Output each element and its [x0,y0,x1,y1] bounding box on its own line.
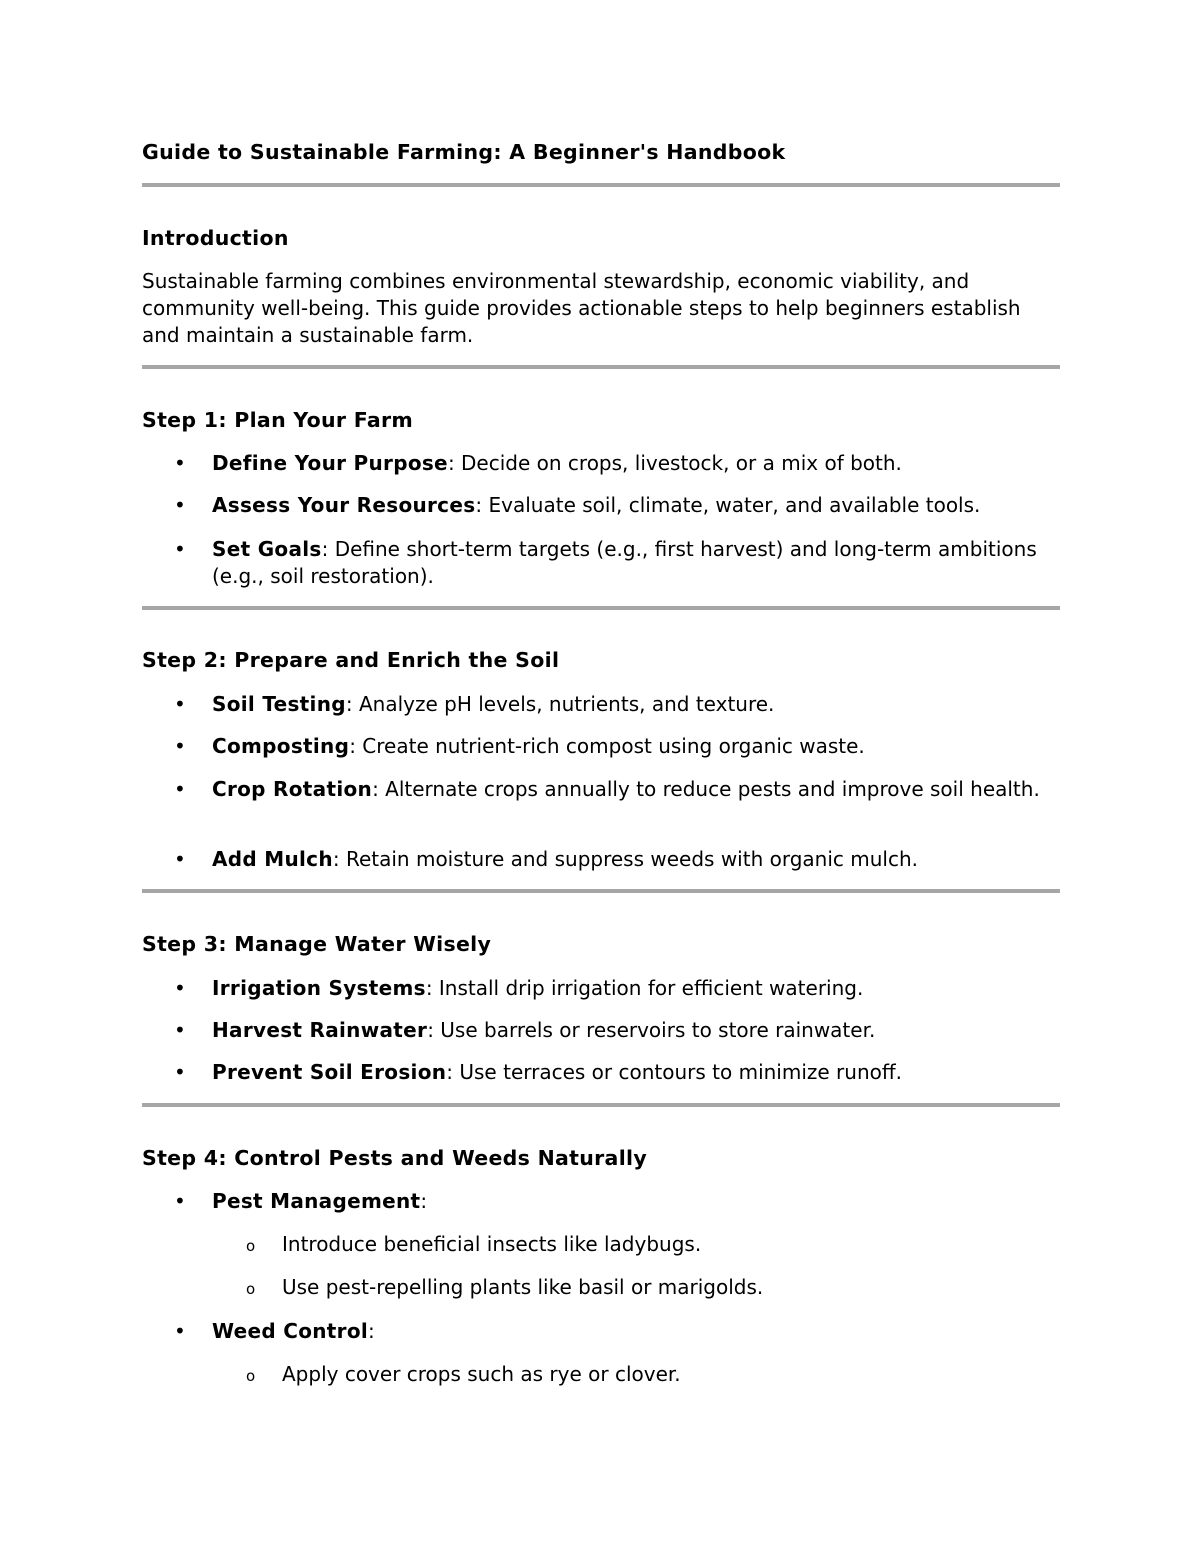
list-item-term: Add Mulch [212,847,333,871]
sub-bullet-marker: o [246,1280,256,1298]
bullet-marker: • [174,692,186,716]
list-item-term: Assess Your Resources [212,493,476,517]
list-item-term: Irrigation Systems [212,976,426,1000]
list-item-term: Composting [212,734,350,758]
list-item-term: Define Your Purpose [212,451,448,475]
sub-list-item: Introduce beneficial insects like ladybugs. [282,1232,702,1256]
list-item-text: : Use terraces or contours to minimize runoff. [446,1060,903,1084]
introduction-heading: Introduction [142,226,289,250]
list-item-term: Weed Control [212,1319,369,1343]
list-item-text: : Decide on crops, livestock, or a mix of both. [447,451,902,475]
list-item-text: : Alternate crops annually to reduce pests and improve soil health. [372,777,1040,801]
sub-bullet-marker: o [246,1367,256,1385]
section-divider [142,365,1060,369]
section-divider [142,889,1060,893]
section-divider [142,183,1060,187]
section-divider [142,606,1060,610]
list-item-text: : Retain moisture and suppress weeds with organic mulch. [332,847,918,871]
section-divider [142,1103,1060,1107]
bullet-marker: • [174,1319,186,1343]
list-item [212,536,1052,590]
bullet-marker: • [174,493,186,517]
bullet-marker: • [174,537,186,561]
list-item [212,1188,1052,1215]
bullet-marker: • [174,847,186,871]
list-item-text: : [420,1189,428,1213]
bullet-marker: • [174,1189,186,1213]
step3-heading: Step 3: Manage Water Wisely [142,932,492,956]
list-item-text: : [368,1319,375,1343]
bullet-marker: • [174,1018,186,1042]
sub-list-item: Apply cover crops such as rye or clover. [282,1362,681,1386]
list-item-text: : Install drip irrigation for efficient watering. [425,976,864,1000]
step1-heading: Step 1: Plan Your Farm [142,408,414,432]
bullet-marker: • [174,777,186,801]
list-item-text: : Use barrels or reservoirs to store rainwater. [427,1018,876,1042]
list-item [212,1017,1052,1044]
list-item [212,846,1052,873]
list-item [212,1318,1052,1345]
list-item-term: Crop Rotation [212,777,373,801]
list-item [212,691,1052,718]
list-item-text: : Create nutrient-rich compost using organic waste. [349,734,865,758]
list-item-text: : Analyze pH levels, nutrients, and texture. [345,692,775,716]
list-item [212,733,1052,760]
list-item-term: Harvest Rainwater [212,1018,428,1042]
list-item [212,492,1052,519]
list-item [212,1059,1052,1086]
introduction-paragraph: Sustainable farming combines environmental stewardship, economic viability, and community well-being. This guide provides actionable steps to help beginners establish and maintain a sustainable farm. [142,269,1021,347]
bullet-marker: • [174,734,186,758]
sub-bullet-marker: o [246,1237,256,1255]
list-item-text: : Define short-term targets (e.g., first harvest) and long-term ambitions (e.g., soil restoration). [212,537,1037,588]
document-title: Guide to Sustainable Farming: A Beginner's Handbook [142,140,786,164]
bullet-marker: • [174,976,186,1000]
list-item [212,776,1052,803]
step4-heading: Step 4: Control Pests and Weeds Naturally [142,1146,648,1170]
list-item-term: Pest Management [212,1189,421,1213]
list-item-term: Prevent Soil Erosion [212,1060,447,1084]
bullet-marker: • [174,1060,186,1084]
list-item-term: Set Goals [212,537,322,561]
list-item [212,975,1052,1002]
bullet-marker: • [174,451,186,475]
list-item-term: Soil Testing [212,692,346,716]
sub-list-item: Use pest-repelling plants like basil or marigolds. [282,1275,764,1299]
list-item [212,450,1052,477]
step2-heading: Step 2: Prepare and Enrich the Soil [142,648,560,672]
list-item-text: : Evaluate soil, climate, water, and available tools. [475,493,981,517]
